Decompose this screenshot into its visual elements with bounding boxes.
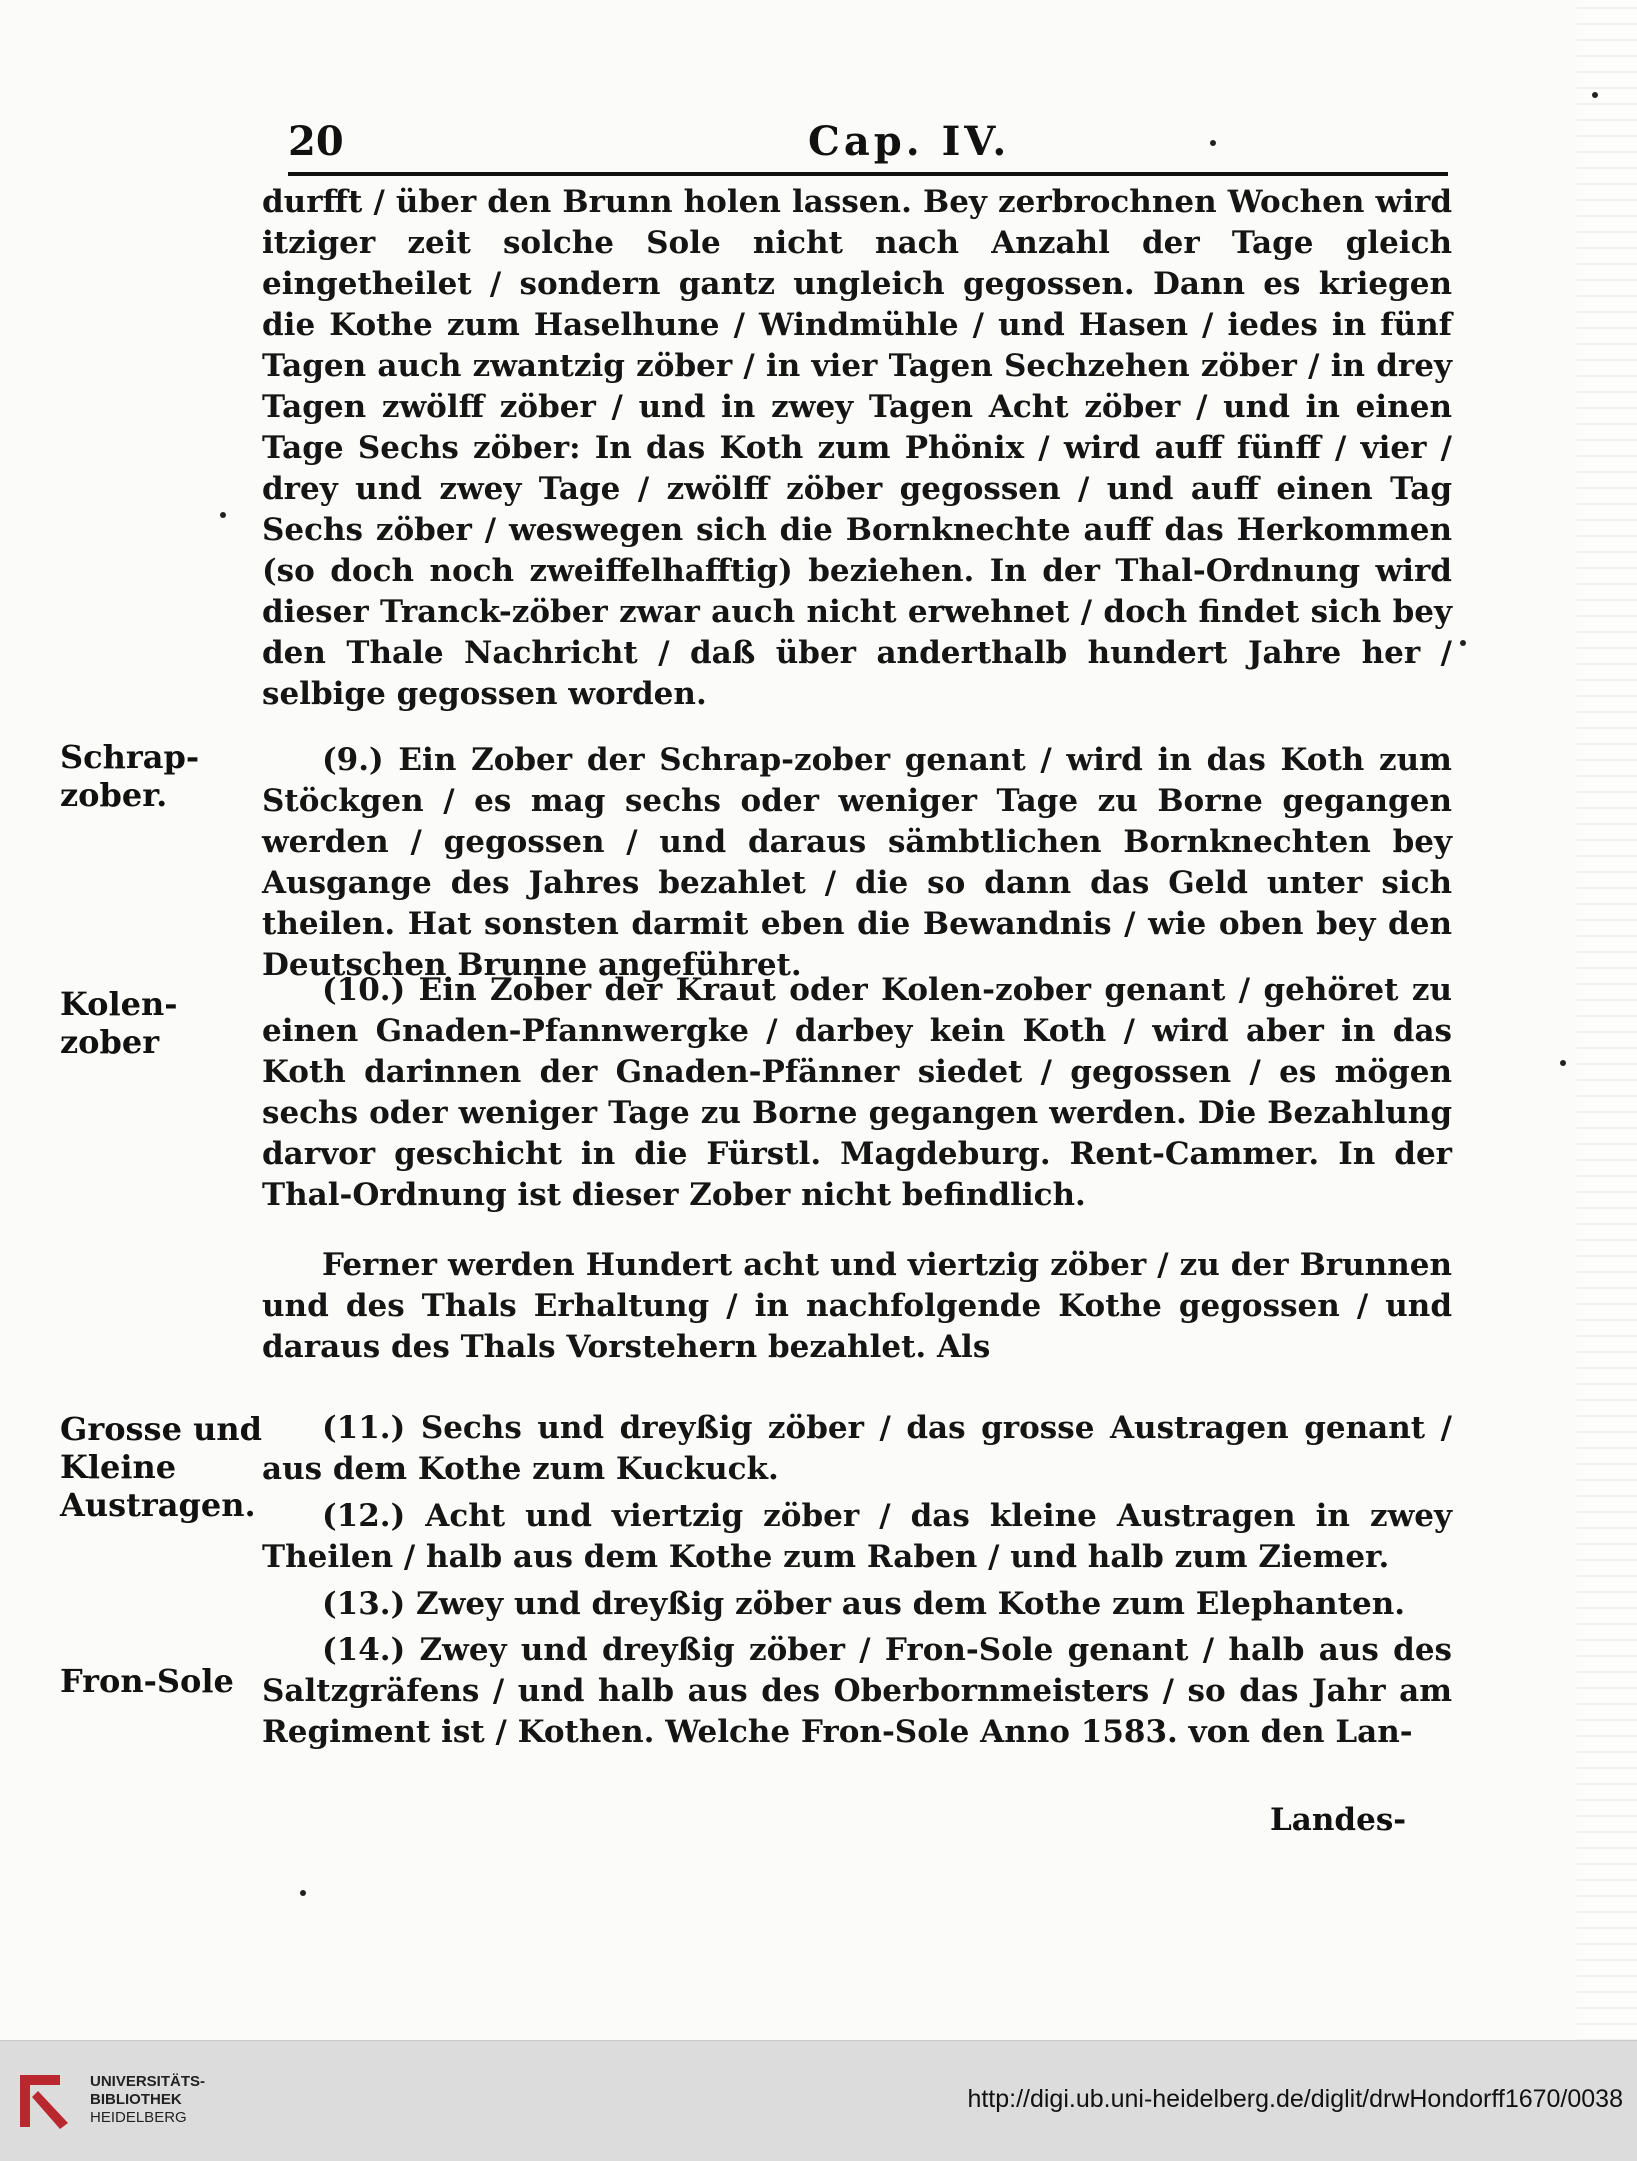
- paragraph-ferner: Ferner werden Hundert acht und viertzig zöber / zu der Brunnen und des Thals Erhaltung / in nachfolgende Kothe gegossen / und daraus des Thals Vorstehern bezahlet. Als: [262, 1247, 1452, 1365]
- paragraph-12: (12.) Acht und viertzig zöber / das kleine Austragen in zwey Theilen / halb aus dem Kothe zum Raben / und halb zum Ziemer.: [262, 1498, 1452, 1575]
- paragraph-13: (13.) Zwey und dreyßig zöber aus dem Kothe zum Elephanten.: [322, 1586, 1406, 1622]
- scan-speck: [1460, 640, 1466, 646]
- page-edge-shadow: [1577, 0, 1637, 2040]
- paragraph-10: (10.) Ein Zober der Kraut oder Kolen-zober genant / gehöret zu einen Gnaden-Pfannwergke / darbey kein Koth / wird aber in das Koth darinnen der Gnaden-Pfänner siedet / gegossen / es mögen sechs oder weniger Tage zu Borne gegangen werden. Die Bezahlung darvor geschicht in die Fürstl. Magdeburg. Rent-Cammer. In der Thal-Ordnung ist dieser Zober nicht befindlich.: [262, 972, 1452, 1213]
- page-number: 20: [288, 118, 344, 165]
- paragraph-9: (9.) Ein Zober der Schrap-zober genant / wird in das Koth zum Stöckgen / es mag sechs oder weniger Tage zu Borne gegangen werden / gegossen / und daraus sämbtlichen Bornknechten bey Ausgange des Jahres bezahlet / die so dann das Geld unter sich theilen. Hat sonsten darmit eben die Bewandnis / wie oben bey den Deutschen Brunne angeführet.: [262, 742, 1452, 983]
- margin-note-schrap-zober: Schrap-zober.: [60, 738, 200, 814]
- margin-note-kolen-zober: Kolen-zober: [60, 985, 178, 1061]
- permalink-url[interactable]: http://digi.ub.uni-heidelberg.de/diglit/drwHondorff1670/0038: [967, 2085, 1623, 2113]
- library-name: [90, 2073, 205, 2127]
- paragraph-11: (11.) Sechs und dreyßig zöber / das grosse Austragen genant / aus dem Kothe zum Kuckuck.: [262, 1410, 1452, 1487]
- scan-speck: [1560, 1060, 1566, 1066]
- footer-bar: [0, 2040, 1637, 2161]
- paragraph-continuation: durfft / über den Brunn holen lassen. Bey zerbrochnen Wochen wird itziger zeit solche Sole nicht nach Anzahl der Tage gleich eingetheilet / sondern gantz ungleich gegossen. Dann es kriegen die Kothe zum Haselhune / Windmühle / und Hasen / iedes in fünf Tagen auch zwantzig zöber / in vier Tagen Sechzehen zöber / in drey Tagen zwölff zöber / und in zwey Tagen Acht zöber / und in einen Tage Sechs zöber: In das Koth zum Phönix / wird auff fünff / vier / drey und zwey Tage / zwölff zöber gegossen / und auff einen Tag Sechs zöber / weswegen sich die Bornknechte auff das Herkommen (so doch noch zweiffelhafftig) beziehen. In der Thal-Ordnung wird dieser Tranck-zöber zwar auch nicht erwehnet / doch findet sich bey den Thale Nachricht / daß über anderthalb hundert Jahre her / selbige gegossen worden.: [262, 184, 1452, 712]
- library-name-line: UNIVERSITÄTS-: [90, 2073, 206, 2090]
- margin-note-austragen: Grosse und Kleine Austragen.: [60, 1410, 262, 1524]
- running-header: [288, 118, 1448, 172]
- margin-note-fron-sole: Fron-Sole: [60, 1662, 234, 1700]
- scan-speck: [1592, 92, 1598, 98]
- header-rule: [288, 172, 1448, 176]
- library-name-line: HEIDELBERG: [90, 2109, 187, 2126]
- library-logo-icon: [12, 2065, 74, 2135]
- chapter-title: Cap. IV.: [808, 118, 1011, 165]
- library-name-line: BIBLIOTHEK: [90, 2091, 182, 2108]
- scan-speck: [1210, 140, 1216, 146]
- paragraph-14: (14.) Zwey und dreyßig zöber / Fron-Sole genant / halb aus des Saltzgräfens / und halb aus des Oberbornmeisters / so das Jahr am Regiment ist / Kothen. Welche Fron-Sole Anno 1583. von den Lan-: [262, 1632, 1452, 1750]
- scan-speck: [300, 1890, 306, 1896]
- scan-speck: [220, 512, 226, 518]
- catchword: Landes-: [1270, 1802, 1407, 1838]
